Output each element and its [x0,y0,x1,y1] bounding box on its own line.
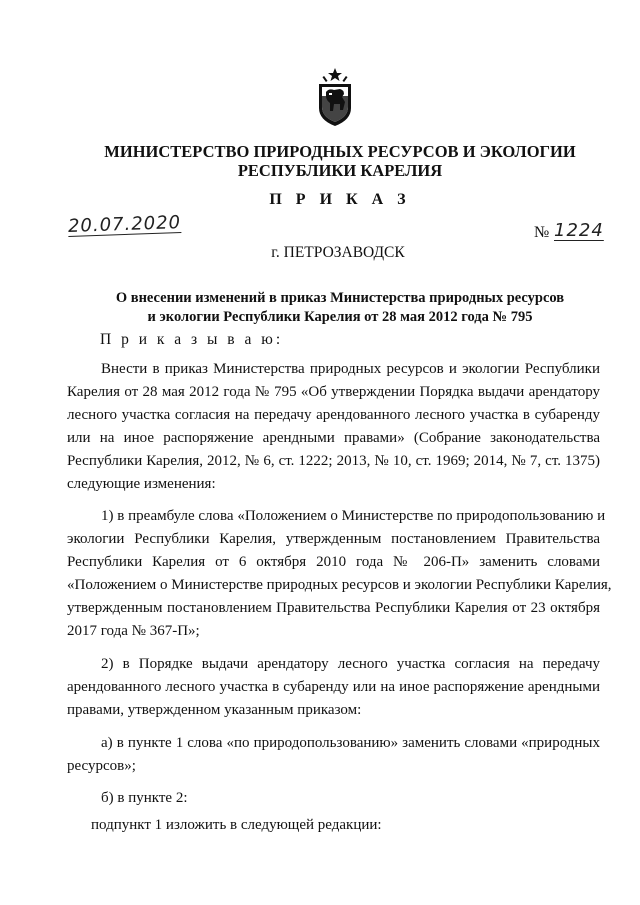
body-line: экологии Республики Карелия, утвержденным постановлением Правительства [67,531,600,547]
body-line: а) в пункте 1 слова «по природопользованию» заменить словами «природных [101,735,600,751]
number-label: № [534,224,550,241]
document-type: П Р И К А З [269,191,411,208]
body-line: арендованного лесного участка в субаренду или на иное распоряжение арендными [67,679,600,695]
body-line: Карелия от 28 мая 2012 года № 795 «Об утверждении Порядка выдачи арендатору [67,384,600,400]
body-line: или на иное распоряжение арендными правами» (Собрание законодательства [67,430,600,446]
body-line: 2) в Порядке выдачи арендатору лесного участка согласия на передачу [101,656,600,672]
body-line: лесного участка согласия на передачу арендованного лесного участка в субаренду [67,407,600,423]
document-title-line1: О внесении изменений в приказ Министерства природных ресурсов [115,290,565,306]
body-line: б) в пункте 2: [101,790,188,806]
prikazyvayu-heading: П р и к а з ы в а ю: [100,331,284,348]
body-line: правами, утвержденном указанным приказом: [67,702,362,718]
ministry-name-line1: МИНИСТЕРСТВО ПРИРОДНЫХ РЕСУРСОВ И ЭКОЛОГИИ [104,142,576,161]
body-line: подпункт 1 изложить в следующей редакции: [91,817,382,833]
handwritten-date: 20.07.2020 [67,212,182,237]
ministry-name-line2: РЕСПУБЛИКИ КАРЕЛИЯ [237,161,443,180]
body-line: утвержденным постановлением Правительства Республики Карелия от 23 октября [67,600,600,616]
body-line: Республики Карелия, 2012, № 6, ст. 1222; 2013, № 10, ст. 1969; 2014, № 7, ст. 1375) [67,453,600,469]
body-line: следующие изменения: [67,476,216,492]
karelia-coat-of-arms-icon [314,66,356,128]
body-line: «Положением о Министерстве природных ресурсов и экологии Республики Карелия, [67,577,612,593]
city: г. ПЕТРОЗАВОДСК [271,244,405,261]
body-line: 1) в преамбуле слова «Положением о Министерстве по природопользованию и [101,508,606,524]
body-line: ресурсов»; [67,758,136,774]
handwritten-number: 1224 [554,220,604,241]
body-line: 2017 года № 367-П»; [67,623,200,639]
document-title-line2: и экологии Республики Карелия от 28 мая 2012 года № 795 [147,309,533,325]
body-line: Республики Карелия от 6 октября 2010 года № 206-П» заменить словами [67,554,600,570]
body-line: Внести в приказ Министерства природных ресурсов и экологии Республики [101,361,600,377]
